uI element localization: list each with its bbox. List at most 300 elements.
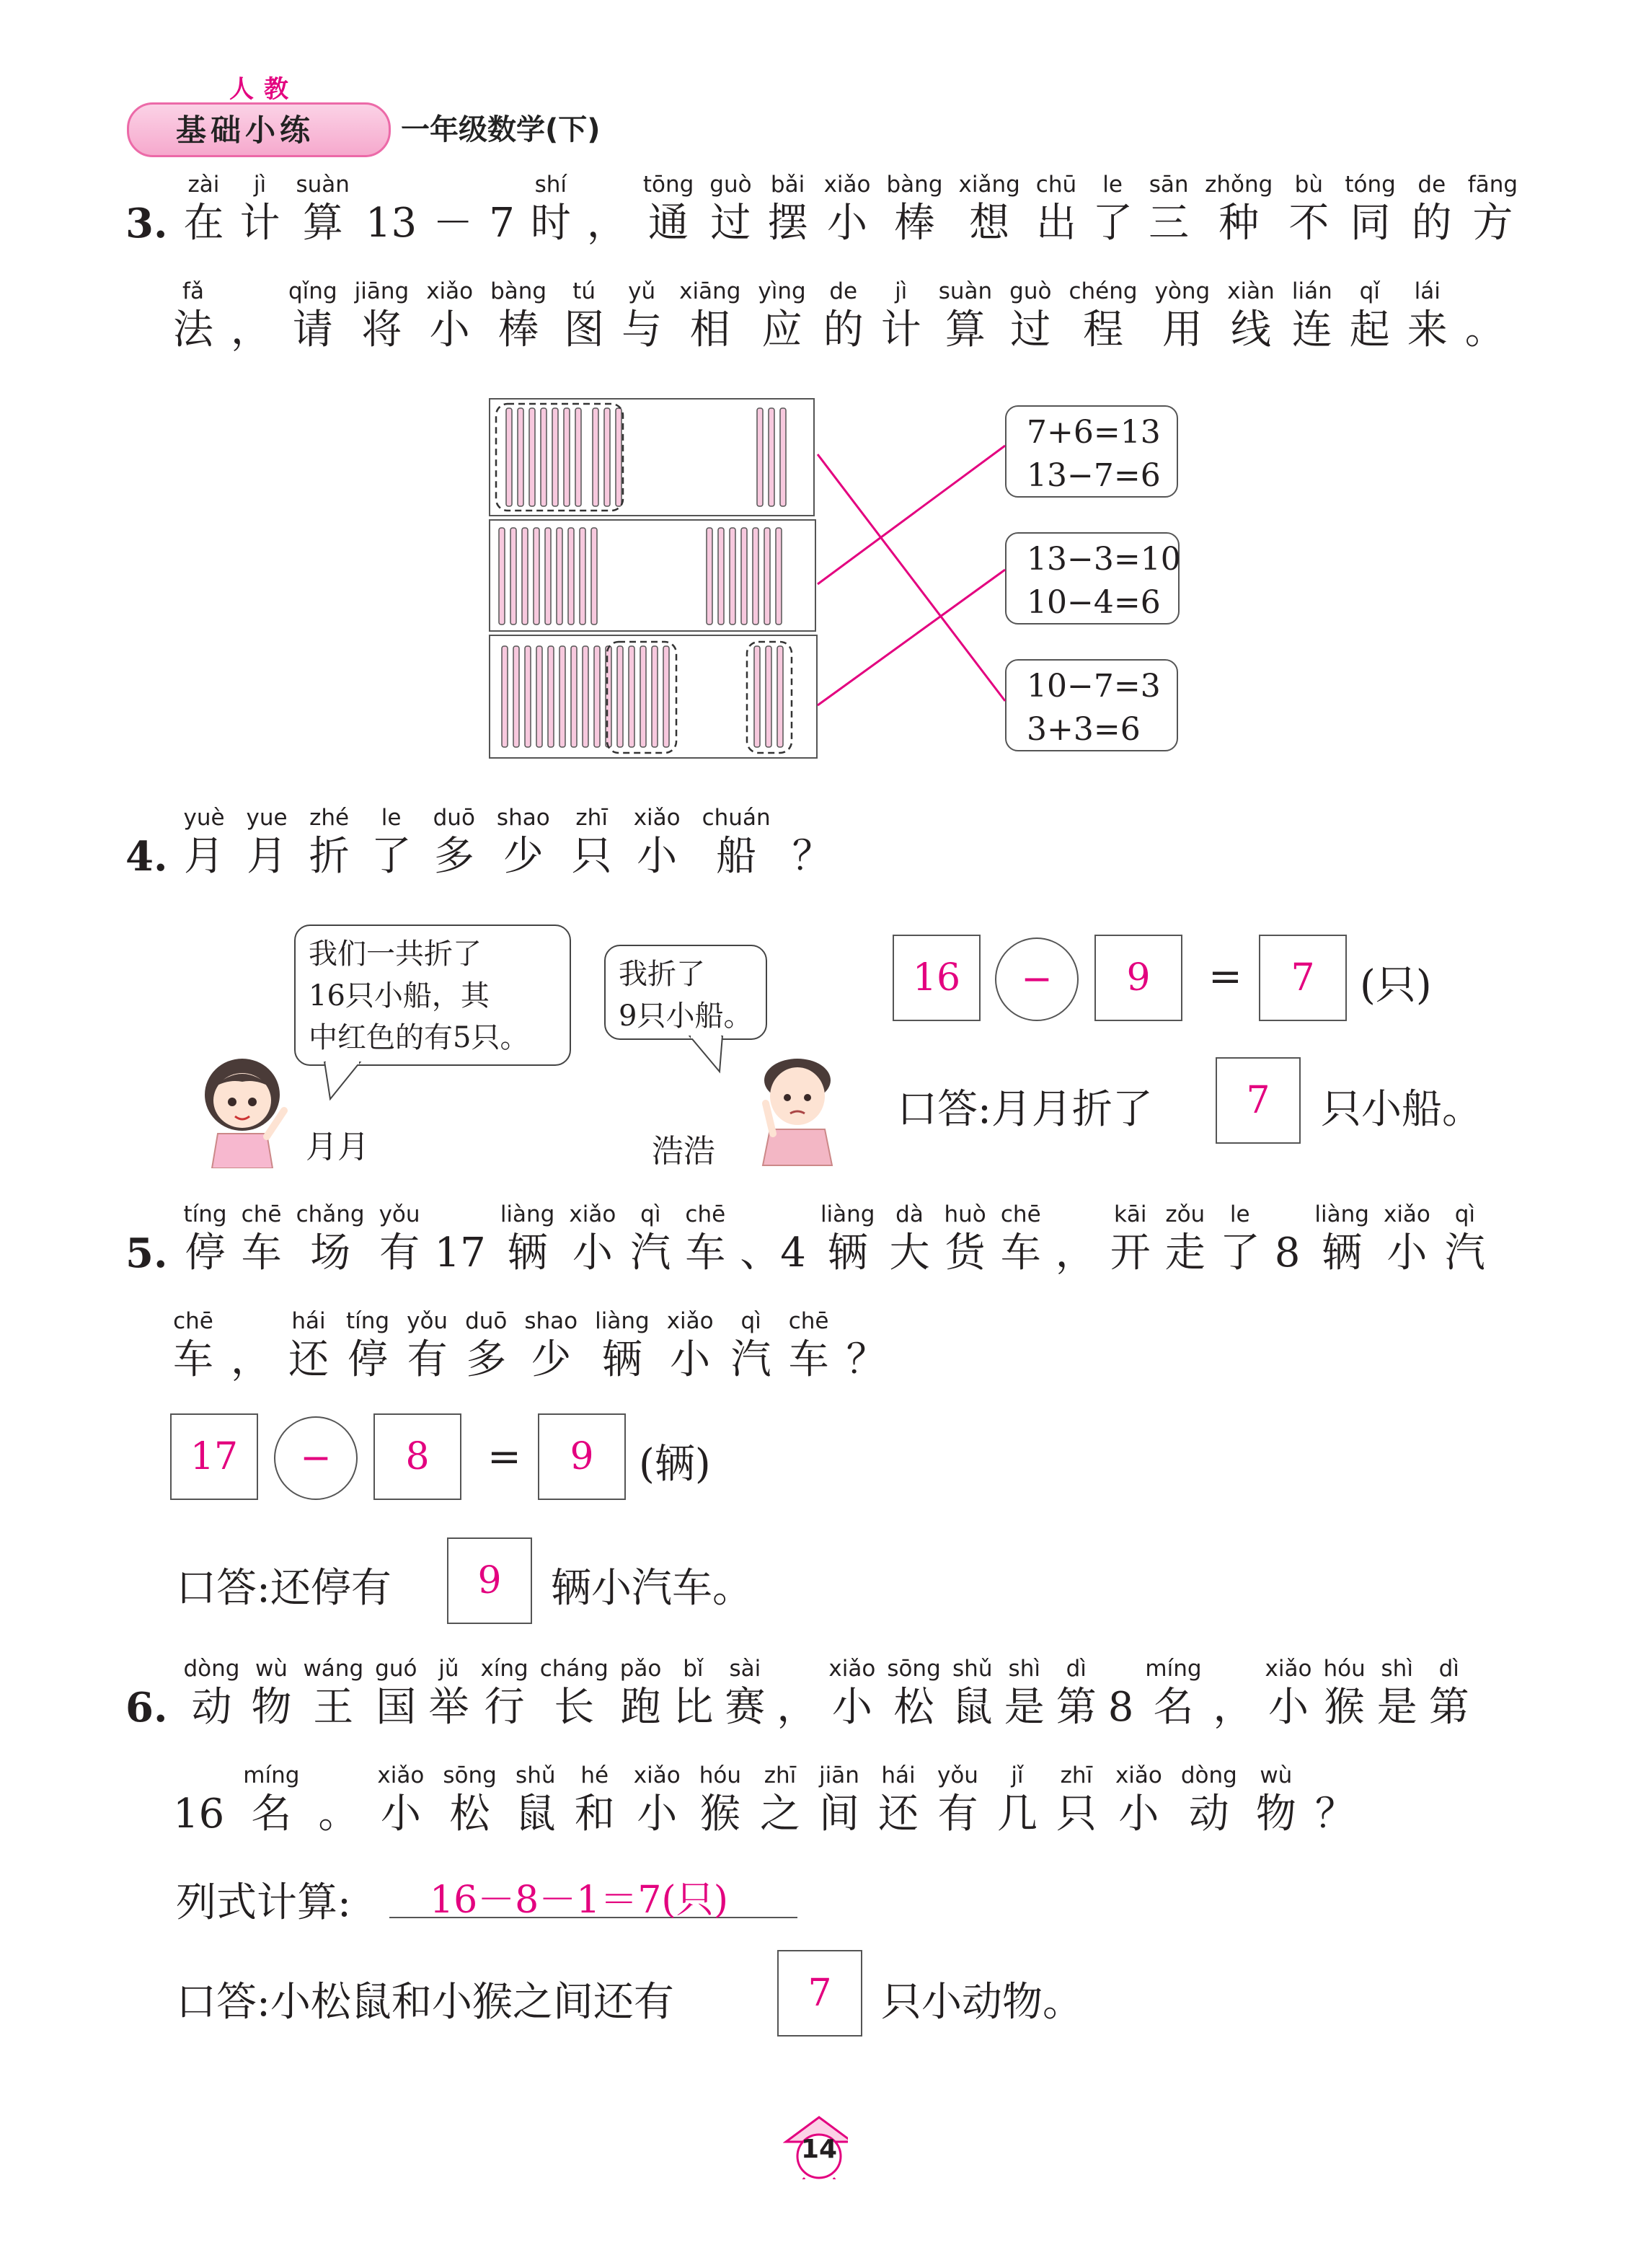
hanzi: ， [1213,1684,1254,1731]
text-cell [375,1654,417,1732]
text-cell [516,1761,556,1839]
text-cell [465,1307,507,1385]
hanzi: 间 [818,1791,859,1837]
text-cell [1056,1761,1097,1839]
pinyin: zhī [764,1762,797,1788]
boy-haohao-illustration [744,1046,845,1168]
pinyin: zài [187,172,220,198]
pinyin: bù [1294,172,1323,198]
hanzi: 和 [574,1791,615,1837]
q5-box-b[interactable]: 8 [373,1413,461,1500]
pinyin: lái [1414,278,1441,304]
pinyin: xiǎo [823,172,871,198]
pinyin: chē [788,1308,829,1334]
hanzi: 第 [1056,1684,1097,1731]
q4-answer-prefix: 口答:月月折了 [897,1086,1153,1133]
pinyin: shí [534,172,567,198]
hanzi: 相 [689,306,730,353]
pinyin: chéng [1069,278,1138,304]
text-cell [595,1307,650,1385]
hanzi: 车 [173,1336,213,1383]
pinyin: sān [1149,172,1189,198]
pinyin: guó [375,1656,417,1682]
hanzi: 只 [1056,1791,1097,1837]
pinyin: fǎ [182,278,204,304]
text-cell [377,1761,424,1839]
pinyin: dà [895,1201,924,1227]
pinyin: yue [246,805,288,831]
name-haohao: 浩浩 [652,1133,715,1170]
text-cell [407,1307,448,1385]
hanzi: 小 [572,1230,613,1276]
eq-card-3-line2: 3+3=6 [1027,711,1141,748]
text-cell [1056,1654,1097,1732]
text-cell [685,1200,725,1278]
pinyin: zhé [309,805,350,831]
hanzi: 小 [429,306,470,353]
page-number: 14 [800,2135,838,2164]
pinyin: tíng [183,1201,227,1227]
hanzi: 图 [564,306,605,353]
hanzi: 是 [1004,1684,1045,1731]
hanzi: 货 [944,1230,986,1276]
text-cell [251,1654,291,1732]
text-cell [480,1654,528,1732]
hanzi: 与 [621,306,663,353]
text-cell [620,1654,662,1732]
q6-formula-answer[interactable]: 16－8－1＝7(只) [430,1879,728,1922]
hanzi: 种 [1218,200,1260,247]
pinyin: hái [881,1762,916,1788]
pinyin: kāi [1113,1201,1147,1227]
text-cell [173,1761,224,1839]
pinyin: dòng [1180,1762,1237,1788]
text-cell [1275,1200,1301,1278]
hanzi: 。 [1464,306,1505,353]
bubble-tail-yueyue [317,1062,375,1105]
header-book-title: 一年级数学(下) [401,113,601,146]
hanzi: 月 [247,833,288,880]
text-cell [1145,1654,1201,1732]
pinyin: guò [709,172,752,198]
hanzi: 国 [376,1684,417,1731]
q6-line1-cells [183,1654,1480,1732]
header-series-title: 基础小练 [176,112,315,148]
hanzi: 比 [673,1684,714,1731]
q6-answer-box[interactable]: 7 [777,1950,862,2037]
text-cell [890,1200,930,1278]
pinyin: shao [524,1308,578,1334]
hanzi: 行 [484,1684,525,1731]
hanzi: 汽 [630,1230,671,1276]
hanzi: 小 [637,833,678,880]
hanzi: 还 [288,1336,329,1383]
pinyin: wù [255,1656,288,1682]
text-cell [296,1200,365,1278]
hanzi: 计 [880,306,921,353]
text-cell [630,1200,671,1278]
q4-box-a[interactable]: 16 [893,935,981,1021]
hanzi: 同 [1350,200,1391,247]
eq-card-2-line1: 13−3=10 [1027,541,1181,578]
pinyin: sài [729,1656,761,1682]
hanzi: 汽 [730,1336,771,1383]
pinyin: xiǎo [377,1762,425,1788]
pinyin: tóng [1345,172,1396,198]
hanzi: 车 [685,1230,726,1276]
pinyin: hái [291,1308,326,1334]
text-cell [1323,1654,1365,1732]
text-cell [1384,1200,1430,1278]
hanzi: 法 [173,306,213,353]
text-cell [309,803,350,881]
pinyin: dì [1066,1656,1087,1682]
hanzi: 出 [1035,200,1076,247]
hanzi: 赛 [725,1684,766,1731]
text-cell [828,1654,875,1732]
pinyin: jiāng [354,278,410,304]
hanzi: 17 [434,1230,486,1276]
pinyin: xiǎo [1265,1656,1312,1682]
pinyin: yuè [183,805,225,831]
text-cell [777,1654,817,1732]
hanzi: 小 [380,1791,421,1837]
pinyin: dòng [183,1656,240,1682]
text-cell [183,803,224,881]
text-cell [435,1200,486,1278]
text-cell [1108,1654,1134,1732]
pinyin: xiǎo [1383,1201,1430,1227]
pinyin: le [381,805,402,831]
pinyin: míng [243,1762,300,1788]
pinyin: xiǎo [666,1308,714,1334]
text-cell [1056,1200,1096,1278]
hanzi: ， [231,306,271,353]
pinyin: chǎng [296,1201,365,1227]
girl-yueyue-illustration [189,1053,297,1168]
q6-formula-label: 列式计算: [176,1879,351,1926]
q4-line1 [125,803,854,881]
pinyin: xiāng [679,278,741,304]
hanzi: ， [777,1684,818,1731]
pinyin: shǔ [516,1762,556,1788]
pinyin: chē [1000,1201,1041,1227]
pinyin: suàn [938,278,993,304]
pinyin: qì [740,1308,761,1334]
hanzi: 多 [466,1336,507,1383]
hanzi: 船 [716,833,757,880]
hanzi: 小 [831,1684,872,1731]
match-line-2 [818,446,1005,584]
text-cell [937,1761,978,1839]
name-yueyue: 月月 [306,1129,369,1165]
hanzi: 将 [361,306,402,353]
pinyin: chuán [702,805,771,831]
hanzi: 鼠 [515,1791,556,1837]
hanzi: 。 [318,1791,359,1837]
q4-answer-box[interactable]: 7 [1216,1057,1301,1144]
q3-number: 3. [125,200,168,247]
q5-operator-circle[interactable]: − [274,1416,358,1500]
pinyin: xiǎo [828,1656,876,1682]
text-cell [819,1761,859,1839]
hanzi: 连 [1291,306,1332,353]
pinyin: duō [465,1308,508,1334]
hanzi: 的 [823,306,864,353]
hanzi: 线 [1230,306,1271,353]
hanzi: 了 [371,833,412,880]
text-cell [1115,1761,1162,1839]
pinyin: chē [173,1308,213,1334]
hanzi: 月 [184,833,224,880]
pinyin: xiǎng [958,172,1020,198]
q5-number: 5. [125,1230,168,1277]
bubble-yueyue-line3: 中红色的有5只。 [309,1021,529,1054]
eq-card-2-line2: 10−4=6 [1027,584,1161,621]
text-cell [524,1307,578,1385]
hanzi: 算 [944,306,986,353]
text-cell [1445,1200,1485,1278]
pinyin: xiǎo [569,1201,616,1227]
pinyin: le [1229,1201,1250,1227]
hanzi: 用 [1162,306,1203,353]
hanzi: 16 [173,1791,225,1837]
hanzi: 棒 [498,306,539,353]
hanzi: 请 [292,306,333,353]
eq-card-1-line2: 13−7=6 [1027,457,1161,494]
pinyin: tíng [346,1308,390,1334]
pinyin: hé [580,1762,609,1788]
hanzi: 棒 [894,200,935,247]
text-cell [1314,1200,1369,1278]
text-cell [1001,1200,1041,1278]
hanzi: 过 [1010,306,1051,353]
text-cell [497,803,550,881]
q6-answer-prefix: 口答:小松鼠和小猴之间还有 [176,1979,674,2026]
header-series-sub: 人教 [229,75,298,104]
hanzi: 不 [1288,200,1330,247]
pinyin: pǎo [619,1656,662,1682]
text-cell [1265,1654,1312,1732]
pinyin: bǎi [770,172,805,198]
q4-box-b[interactable]: 9 [1094,935,1182,1021]
q5-unit: (辆) [639,1441,711,1488]
pinyin: xiǎo [633,1762,681,1788]
pinyin: liàng [500,1201,555,1227]
q5-line2 [173,1307,904,1385]
hanzi: 了 [1092,200,1133,247]
text-cell [997,1761,1038,1839]
hanzi: 小 [827,200,868,247]
pinyin: wáng [303,1656,364,1682]
pinyin: qì [1454,1201,1476,1227]
hanzi: 动 [191,1684,232,1731]
hanzi: ， [586,200,627,247]
hanzi: 还 [877,1791,919,1837]
q6-line2-cells [173,1761,1374,1839]
hanzi: 辆 [827,1230,868,1276]
hanzi: 13 [365,200,417,247]
hanzi: 计 [239,200,280,247]
pinyin: hóu [1323,1656,1366,1682]
pinyin: jiān [819,1762,859,1788]
q6-line1 [125,1654,1481,1732]
hanzi: 8 [1107,1684,1134,1731]
hanzi: 停 [348,1336,389,1383]
text-cell [569,1200,616,1278]
pinyin: yǒu [407,1308,448,1334]
pinyin: qǐng [288,278,337,304]
pinyin: guò [1009,278,1052,304]
speech-bubble-yueyue [294,925,571,1066]
hanzi: ？ [792,833,833,880]
text-cell [379,1200,420,1278]
text-cell [944,1200,986,1278]
bubble-yueyue-line2: 16只小船，其 [309,979,490,1012]
text-cell [1429,1654,1469,1732]
text-cell [789,1307,829,1385]
eq-card-1-line1: 7+6=13 [1027,414,1161,451]
text-cell [846,1307,887,1385]
pinyin: yìng [758,278,806,304]
pinyin: jì [253,172,267,198]
text-cell [634,803,681,881]
text-cell [575,1761,615,1839]
pinyin: jǐ [1011,1762,1024,1788]
pinyin: lián [1291,278,1332,304]
pinyin: shì [1008,1656,1040,1682]
q4-number: 4. [125,833,168,881]
hanzi: 小 [637,1791,678,1837]
q5-box-result[interactable]: 9 [538,1413,626,1500]
q5-line2-cells [173,1307,904,1385]
hanzi: 是 [1376,1684,1417,1731]
q5-answer-prefix: 口答:还停有 [176,1565,391,1612]
pinyin: sōng [887,1656,941,1682]
text-cell [952,1654,993,1732]
pinyin: bàng [490,278,547,304]
hanzi: 应 [761,306,802,353]
hanzi: 汽 [1444,1230,1485,1276]
q5-equals: = [487,1434,521,1481]
q4-box-result[interactable]: 7 [1259,935,1347,1021]
text-cell [1004,1654,1045,1732]
hanzi: 名 [251,1791,292,1837]
pinyin: cháng [539,1656,609,1682]
hanzi: 有 [407,1336,448,1383]
pinyin: shao [496,805,550,831]
text-cell [443,1761,496,1839]
text-cell [428,1654,469,1732]
text-cell [792,803,833,881]
hanzi: 王 [313,1684,354,1731]
text-cell [231,1307,271,1385]
hanzi: 猴 [699,1791,740,1837]
text-cell [371,803,412,881]
text-cell [887,1654,940,1732]
pinyin: qǐ [1359,278,1380,304]
q5-answer-suffix: 辆小汽车。 [551,1565,753,1612]
hanzi: 起 [1349,306,1390,353]
hanzi: 在 [183,200,224,247]
pinyin: xíng [480,1656,528,1682]
hanzi: 少 [531,1336,572,1383]
pinyin: xiàn [1227,278,1275,304]
bubble-haohao-line1: 我折了 [619,958,705,991]
text-cell [433,803,475,881]
hanzi: 程 [1082,306,1123,353]
hanzi: 想 [969,200,1010,247]
q4-operator-circle[interactable]: − [995,937,1079,1021]
hanzi: 7 [489,200,515,247]
pinyin: xiǎo [426,278,474,304]
pinyin: xiǎo [1115,1762,1162,1788]
q4-unit: (只) [1360,962,1432,1009]
hanzi: ， [231,1336,271,1383]
text-cell [634,1761,681,1839]
pinyin: dì [1438,1656,1459,1682]
hanzi: 小 [1386,1230,1428,1276]
text-cell [318,1761,358,1839]
pinyin: liàng [1314,1201,1369,1227]
hanzi: 了 [1219,1230,1260,1276]
pinyin: yòng [1154,278,1211,304]
hanzi: 有 [379,1230,420,1276]
hanzi: 多 [433,833,474,880]
pinyin: zǒu [1165,1201,1205,1227]
q5-line1-cells [183,1200,1499,1278]
pinyin: zhǒng [1205,172,1273,198]
pinyin: duō [433,805,475,831]
match-lines [0,0,1628,793]
pinyin: de [1417,172,1446,198]
hanzi: 物 [251,1684,292,1731]
text-cell [725,1654,765,1732]
hanzi: 摆 [767,200,808,247]
text-cell [183,1654,239,1732]
pinyin: fāng [1467,172,1518,198]
text-cell [731,1307,771,1385]
hanzi: 物 [1255,1791,1296,1837]
hanzi: 三 [1149,200,1190,247]
pinyin: le [1102,172,1123,198]
pinyin: qì [640,1201,661,1227]
text-cell [740,1200,806,1278]
text-cell [1181,1761,1237,1839]
hanzi: 长 [554,1684,595,1731]
hanzi: 松 [893,1684,934,1731]
pinyin: yǒu [937,1762,978,1788]
pinyin: liàng [820,1201,875,1227]
pinyin: chū [1035,172,1077,198]
pinyin: jǔ [438,1656,459,1682]
hanzi: ？ [1314,1791,1355,1837]
hanzi: 、4 [740,1230,806,1276]
hanzi: 名 [1153,1684,1194,1731]
eq-card-3-line1: 10−7=3 [1027,668,1161,705]
q5-answer-box[interactable]: 9 [447,1537,532,1624]
q4-equals: = [1208,953,1242,1000]
q5-box-a[interactable]: 17 [170,1413,258,1500]
text-cell [1315,1761,1355,1839]
hanzi: 走 [1164,1230,1205,1276]
pinyin: jì [895,278,908,304]
hanzi: 小 [1118,1791,1159,1837]
hanzi: 场 [310,1230,351,1276]
hanzi: 鼠 [952,1684,993,1731]
bubble-yueyue-line1: 我们一共折了 [309,937,482,971]
match-line-3 [818,570,1005,705]
